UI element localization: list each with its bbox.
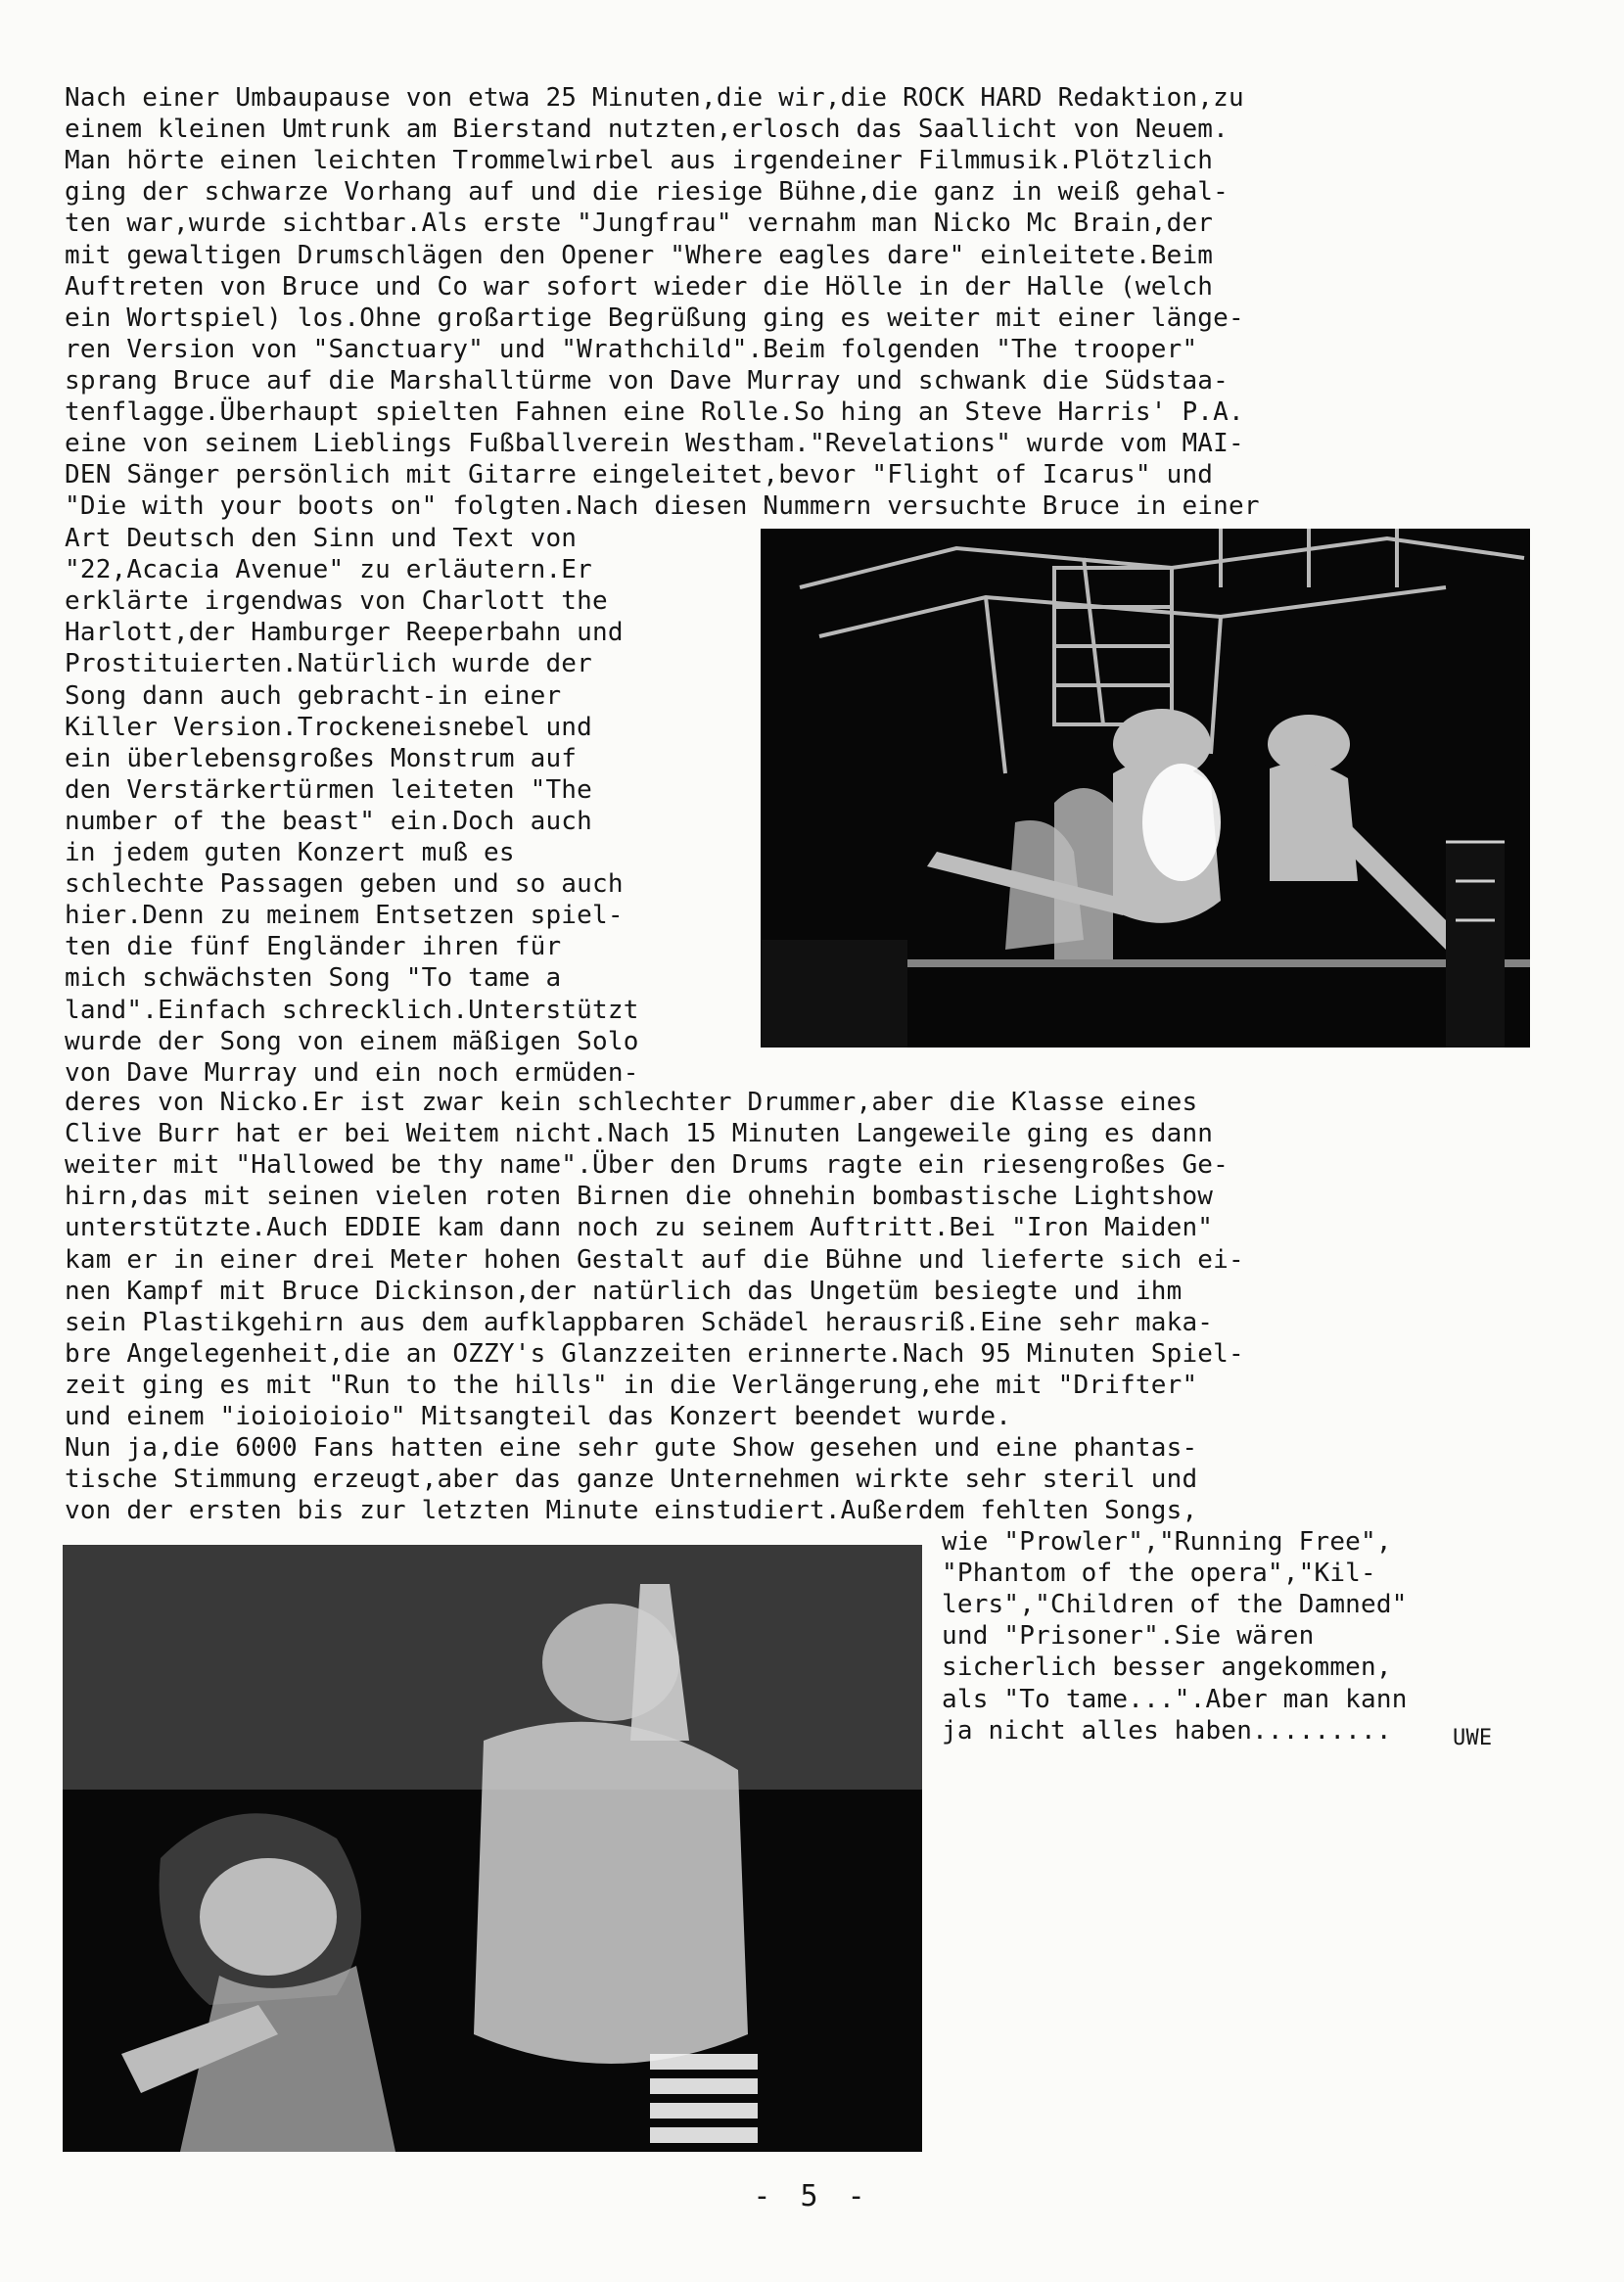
text-line: "Phantom of the opera","Kil-: [942, 1559, 1376, 1589]
text-line: schlechte Passagen geben und so auch: [65, 869, 624, 900]
text-line: kam er in einer drei Meter hohen Gestalt auf die Bühne und lieferte sich ei-: [65, 1244, 1244, 1275]
text-line: Song dann auch gebracht-in einer: [65, 680, 562, 711]
text-line: mit gewaltigen Drumschlägen den Opener "Where eagles dare" einleitete.Beim: [65, 240, 1214, 270]
text-line: tische Stimmung erzeugt,aber das ganze Unternehmen wirkte sehr steril und: [65, 1465, 1198, 1495]
author-signature: UWE: [1453, 1726, 1493, 1750]
text-line: sein Plastikgehirn aus dem aufklappbaren Schädel herausriß.Eine sehr maka-: [65, 1307, 1214, 1337]
text-line: DEN Sänger persönlich mit Gitarre eingeleitet,bevor "Flight of Icarus" und: [65, 460, 1214, 490]
text-line: wie "Prowler","Running Free",: [942, 1527, 1392, 1557]
text-line: mich schwächsten Song "To tame a: [65, 963, 562, 994]
text-line: in jedem guten Konzert muß es: [65, 838, 515, 867]
text-line: Man hörte einen leichten Trommelwirbel aus irgendeiner Filmmusik.Plötzlich: [65, 146, 1214, 176]
text-line: hier.Denn zu meinem Entsetzen spiel-: [65, 901, 624, 931]
text-line: erklärte irgendwas von Charlott the: [65, 586, 608, 617]
text-line: lers","Children of the Damned": [942, 1590, 1408, 1620]
text-line: Auftreten von Bruce und Co war sofort wieder die Hölle in der Halle (welch: [65, 271, 1214, 302]
singer-photo: [63, 1545, 922, 2152]
text-line: bre Angelegenheit,die an OZZY's Glanzzeiten erinnerte.Nach 95 Minuten Spiel-: [65, 1338, 1244, 1369]
text-line: zeit ging es mit "Run to the hills" in die Verlängerung,ehe mit "Drifter": [65, 1370, 1198, 1400]
text-line: Clive Burr hat er bei Weitem nicht.Nach 15 Minuten Langeweile ging es dann: [65, 1119, 1214, 1149]
text-line: ein überlebensgroßes Monstrum auf: [65, 743, 578, 773]
text-line: weiter mit "Hallowed be thy name".Über den Drums ragte ein riesengroßes Ge-: [65, 1150, 1229, 1181]
concert-stage-photo: [761, 529, 1530, 1048]
text-line: "Die with your boots on" folgten.Nach diesen Nummern versuchte Bruce in einer: [65, 491, 1260, 522]
text-line: von Dave Murray und ein noch ermüden-: [65, 1057, 639, 1088]
text-line: unterstützte.Auch EDDIE kam dann noch zu seinem Auftritt.Bei "Iron Maiden": [65, 1213, 1214, 1243]
text-line: nen Kampf mit Bruce Dickinson,der natürlich das Ungetüm besiegte und ihm: [65, 1276, 1183, 1306]
text-line: "22,Acacia Avenue" zu erläutern.Er: [65, 555, 593, 585]
text-line: ten war,wurde sichtbar.Als erste "Jungfrau" vernahm man Nicko Mc Brain,der: [65, 209, 1214, 239]
text-line: Harlott,der Hamburger Reeperbahn und: [65, 618, 624, 648]
text-line: ein Wortspiel) los.Ohne großartige Begrüßung ging es weiter mit einer länge-: [65, 303, 1244, 333]
text-line: Nach einer Umbaupause von etwa 25 Minuten,die wir,die ROCK HARD Redaktion,zu: [65, 83, 1244, 113]
text-line: ten die fünf Engländer ihren für: [65, 932, 562, 962]
text-line: wurde der Song von einem mäßigen Solo: [65, 1026, 639, 1056]
text-line: ja nicht alles haben.........: [942, 1715, 1392, 1746]
text-line: Killer Version.Trockeneisnebel und: [65, 712, 593, 742]
text-line: sprang Bruce auf die Marshalltürme von Dave Murray und schwank die Südstaa-: [65, 365, 1229, 396]
text-line: und einem "ioioioioio" Mitsangteil das Konzert beendet wurde.: [65, 1402, 1012, 1431]
text-line: eine von seinem Lieblings Fußballverein Westham."Revelations" wurde vom MAI-: [65, 429, 1244, 459]
text-line: als "To tame...".Aber man kann: [942, 1684, 1408, 1714]
text-line: von der ersten bis zur letzten Minute einstudiert.Außerdem fehlten Songs,: [65, 1496, 1198, 1526]
text-line: einem kleinen Umtrunk am Bierstand nutzten,erlosch das Saallicht von Neuem.: [65, 115, 1229, 145]
text-line: sicherlich besser angekommen,: [942, 1653, 1392, 1683]
text-line: und "Prisoner".Sie wären: [942, 1621, 1315, 1652]
text-line: tenflagge.Überhaupt spielten Fahnen eine Rolle.So hing an Steve Harris' P.A.: [65, 397, 1244, 427]
text-line: ging der schwarze Vorhang auf und die riesige Bühne,die ganz in weiß gehal-: [65, 177, 1229, 208]
text-line: Prostituierten.Natürlich wurde der: [65, 649, 593, 679]
text-line: land".Einfach schrecklich.Unterstützt: [65, 995, 639, 1025]
text-line: ren Version von "Sanctuary" und "Wrathchild".Beim folgenden "The trooper": [65, 334, 1198, 364]
text-line: hirn,das mit seinen vielen roten Birnen die ohnehin bombastische Lightshow: [65, 1182, 1214, 1212]
text-line: Art Deutsch den Sinn und Text von: [65, 524, 578, 553]
page-number: - 5 -: [753, 2179, 871, 2213]
text-line: number of the beast" ein.Doch auch: [65, 806, 593, 836]
text-line: Nun ja,die 6000 Fans hatten eine sehr gute Show gesehen und eine phantas-: [65, 1433, 1198, 1464]
text-line: den Verstärkertürmen leiteten "The: [65, 774, 593, 805]
text-line: deres von Nicko.Er ist zwar kein schlechter Drummer,aber die Klasse eines: [65, 1088, 1198, 1117]
